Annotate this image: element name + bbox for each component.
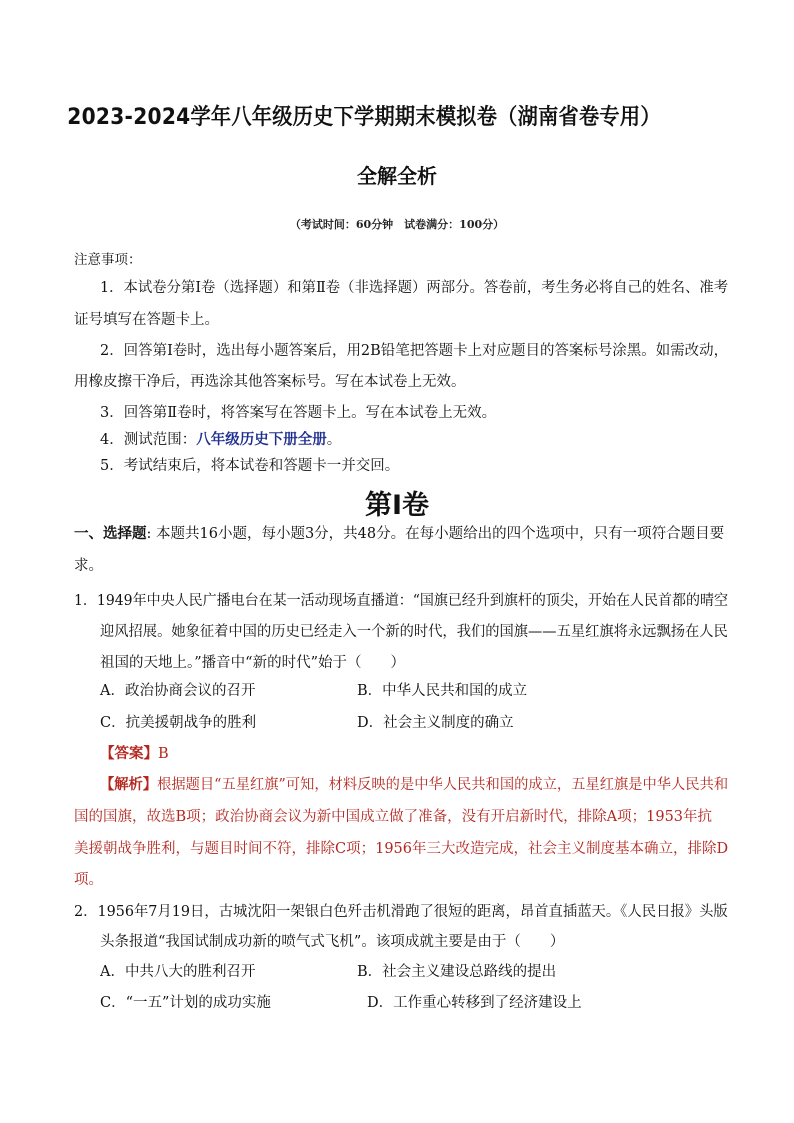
section-text: : 本题共16小题，每小题3分，共48分。在每小题给出的四个选项中，只有一项符合题目要 [146, 526, 725, 542]
question-1-option-b: B．中华人民共和国的成立 [357, 683, 528, 699]
answer-value: B [158, 746, 169, 762]
question-1-stem-line1: 1．1949年中央人民广播电台在某一活动现场直播道：“国旗已经升到旗杆的顶尖，开始在人民首都的晴空 [74, 593, 729, 609]
section-label: 一、选择题 [74, 525, 147, 542]
note-1-line2: 证号填写在答题卡上。 [74, 312, 219, 328]
note-3: 3．回答第Ⅱ卷时，将答案写在答题卡上。写在本试卷上无效。 [100, 405, 497, 421]
question-1-analysis-line3: 美援朝战争胜利，与题目时间不符，排除C项；1956年三大改造完成，社会主义制度基本确立，排除D [74, 841, 729, 857]
volume-title: 第Ⅰ卷 [364, 490, 430, 521]
note-2-line1: 2．回答第Ⅰ卷时，选出每小题答案后，用2B铅笔把答题卡上对应题目的答案标号涂黑。如需改动， [100, 343, 729, 359]
note-4-suffix: 。 [326, 432, 342, 448]
page-subtitle: 全解全析 [357, 164, 437, 188]
question-2-option-d: D．工作重心转移到了经济建设上 [367, 995, 582, 1011]
exam-info: （考试时间：60分钟 试卷满分：100分） [289, 218, 505, 231]
answer-tag: 【答案】 [100, 745, 158, 762]
section-heading-line2: 求。 [74, 558, 103, 574]
question-2-option-a: A．中共八大的胜利召开 [100, 964, 256, 980]
question-2-option-b: B．社会主义建设总路线的提出 [357, 964, 557, 980]
note-5: 5．考试结束后，将本试卷和答题卡一并交回。 [100, 458, 400, 474]
note-4-prefix: 4．测试范围： [100, 432, 197, 448]
question-1-analysis-line2: 国的国旗，故选B项；政治协商会议为新中国成立做了准备，没有开启新时代，排除A项；1953年抗 [74, 809, 713, 825]
note-1-line1: 1．本试卷分第Ⅰ卷（选择题）和第Ⅱ卷（非选择题）两部分。答卷前，考生务必将自己的姓名、准考 [100, 280, 729, 296]
note-4 [100, 433, 341, 448]
question-1-stem-line3: 祖国的天地上。”播音中“新的时代”始于（ ） [100, 655, 405, 671]
section-heading [74, 527, 724, 542]
question-1-option-a: A．政治协商会议的召开 [100, 683, 256, 699]
notes-heading: 注意事项： [74, 252, 142, 268]
question-2-stem-line2: 头条报道“我国试制成功新的喷气式飞机”。该项成就主要是由于（ ） [100, 934, 565, 950]
test-scope-highlight: 八年级历史下册全册 [196, 431, 327, 448]
question-1-stem-line2: 迎风招展。她象征着中国的历史已经走入一个新的时代，我们的国旗——五星红旗将永远飘扬在人民 [100, 624, 728, 640]
question-1-analysis-line4: 项。 [74, 872, 103, 888]
question-1-option-d: D．社会主义制度的确立 [357, 715, 514, 731]
question-2-stem-line1: 2．1956年7月19日，古城沈阳一架银白色歼击机滑跑了很短的距离，昂首直插蓝天。《人民日报》头版 [74, 904, 728, 920]
question-2-option-c: C．“一五”计划的成功实施 [100, 995, 271, 1011]
question-1-analysis-line1 [100, 778, 728, 793]
note-2-line2: 用橡皮擦干净后，再选涂其他答案标号。写在本试卷上无效。 [74, 374, 466, 390]
analysis-text-1: 根据题目“五星红旗”可知，材料反映的是中华人民共和国的成立，五星红旗是中华人民共和 [157, 777, 729, 793]
question-1-option-c: C．抗美援朝战争的胜利 [100, 715, 257, 731]
analysis-tag: 【解析】 [100, 776, 158, 793]
page-title: 2023-2024学年八年级历史下学期期末模拟卷（湖南省卷专用） [67, 105, 661, 130]
question-1-answer [100, 747, 169, 762]
